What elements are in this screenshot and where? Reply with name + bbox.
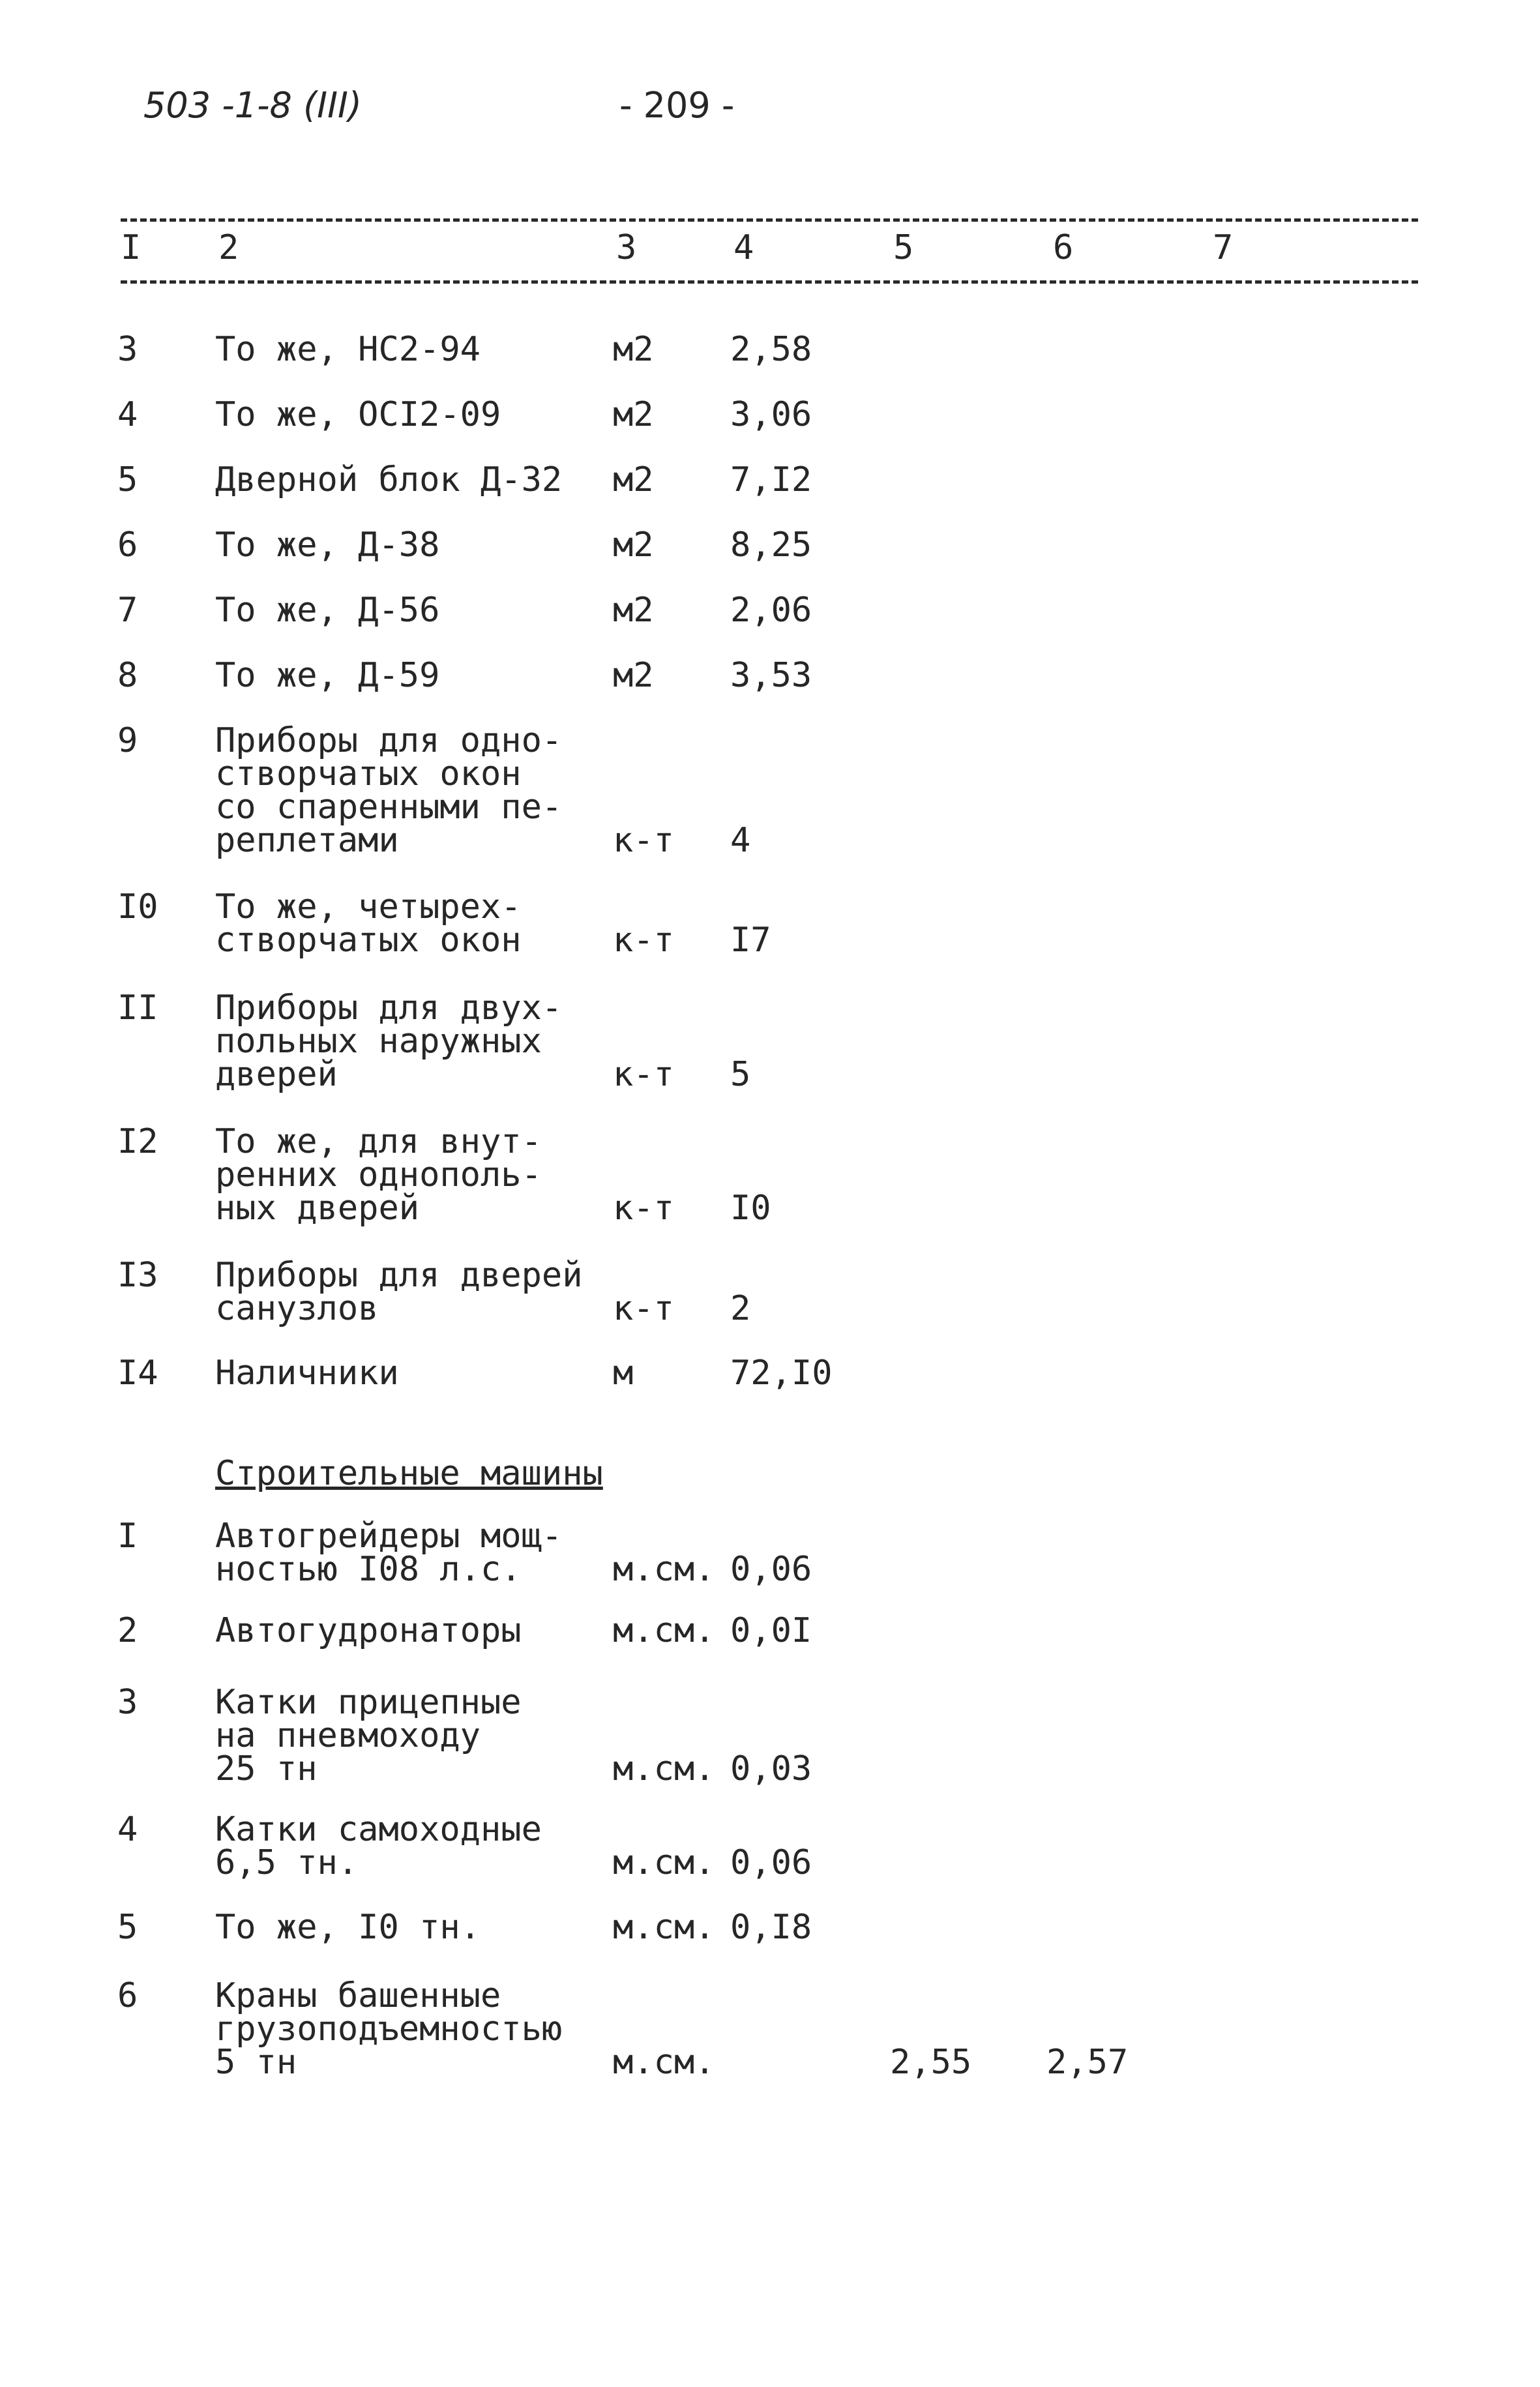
row-col4-value: 0,06: [730, 1843, 812, 1882]
document-code: 503 -1-8 (III): [143, 85, 362, 126]
section-title: Строительные машины: [215, 1454, 603, 1493]
row-name-line: грузоподъемностью: [215, 2009, 563, 2049]
row-name-line: Наличники: [215, 1354, 399, 1393]
row-unit: м2: [613, 330, 654, 369]
row-unit: м: [613, 1354, 634, 1393]
row-number: 2: [117, 1611, 138, 1650]
row-col4-value: 0,0I: [730, 1611, 812, 1650]
row-name-line: То же, Д-56: [215, 591, 440, 630]
row-unit: м.см.: [613, 1843, 715, 1882]
row-unit: м.см.: [613, 1611, 715, 1650]
row-number: 4: [117, 1810, 138, 1849]
row-col4-value: 0,03: [730, 1749, 812, 1788]
column-header-7: 7: [1213, 228, 1234, 267]
row-name-line: Автогрейдеры мощ-: [215, 1517, 563, 1556]
row-name-line: санузлов: [215, 1289, 379, 1328]
row-number: I0: [117, 887, 158, 927]
row-unit: к-т: [613, 1055, 674, 1094]
row-col4-value: 2: [730, 1289, 751, 1328]
row-name-line: То же, для внут-: [215, 1122, 542, 1161]
row-name-line: Приборы для одно-: [215, 721, 563, 760]
row-number: 6: [117, 1976, 138, 2015]
row-number: 3: [117, 1683, 138, 1722]
column-header-1: I: [121, 228, 141, 267]
row-unit: к-т: [613, 821, 674, 860]
row-unit: м.см.: [613, 1550, 715, 1589]
row-name-line: То же, четырех-: [215, 887, 522, 927]
row-name-line: То же, Д-38: [215, 526, 440, 565]
row-number: II: [117, 988, 158, 1028]
table-header-top-rule: [121, 218, 1418, 222]
row-name-line: ностью I08 л.с.: [215, 1550, 522, 1589]
row-name-line: со спаренными пе-: [215, 788, 563, 827]
row-number: I2: [117, 1122, 158, 1161]
column-header-4: 4: [733, 228, 754, 267]
row-unit: м2: [613, 656, 654, 695]
row-unit: м2: [613, 591, 654, 630]
row-unit: м2: [613, 526, 654, 565]
row-name-line: Приборы для двух-: [215, 988, 563, 1028]
row-name-line: реплетами: [215, 821, 399, 860]
row-col4-value: 2,06: [730, 591, 812, 630]
row-name-line: створчатых окон: [215, 921, 522, 960]
column-header-5: 5: [893, 228, 914, 267]
row-col4-value: 2,58: [730, 330, 812, 369]
row-name-line: Краны башенные: [215, 1976, 501, 2015]
row-number: I4: [117, 1354, 158, 1393]
row-name-line: Катки прицепные: [215, 1683, 522, 1722]
row-unit: м2: [613, 460, 654, 499]
row-name-line: польных наружных: [215, 1022, 542, 1061]
row-number: 6: [117, 526, 138, 565]
row-col4-value: 3,06: [730, 395, 812, 434]
row-col4-value: 5: [730, 1055, 751, 1094]
row-name-line: ных дверей: [215, 1189, 420, 1228]
row-name-line: 5 тн: [215, 2043, 297, 2082]
row-name-line: Катки самоходные: [215, 1810, 542, 1849]
row-name-line: створчатых окон: [215, 754, 522, 793]
row-col6-value: 2,57: [1046, 2043, 1129, 2082]
row-number: I: [117, 1517, 138, 1556]
page-number: - 209 -: [619, 85, 735, 126]
column-header-3: 3: [616, 228, 637, 267]
row-name-line: 6,5 тн.: [215, 1843, 359, 1882]
row-name-line: Автогудронаторы: [215, 1611, 522, 1650]
row-name-line: То же, ОСI2-09: [215, 395, 501, 434]
row-col4-value: I7: [730, 921, 771, 960]
row-col4-value: 8,25: [730, 526, 812, 565]
row-name-line: То же, I0 тн.: [215, 1908, 481, 1947]
row-name-line: Приборы для дверей: [215, 1256, 583, 1295]
row-name-line: ренних однополь-: [215, 1155, 542, 1194]
row-name-line: То же, НС2-94: [215, 330, 481, 369]
row-unit: к-т: [613, 1189, 674, 1228]
row-name-line: То же, Д-59: [215, 656, 440, 695]
row-col4-value: 72,I0: [730, 1354, 833, 1393]
row-col4-value: 7,I2: [730, 460, 812, 499]
row-unit: м.см.: [613, 1749, 715, 1788]
row-unit: м.см.: [613, 2043, 715, 2082]
row-unit: к-т: [613, 1289, 674, 1328]
row-number: 5: [117, 1908, 138, 1947]
row-number: 5: [117, 460, 138, 499]
row-unit: м.см.: [613, 1908, 715, 1947]
row-number: 8: [117, 656, 138, 695]
table-header-bottom-rule: [121, 280, 1418, 284]
column-header-6: 6: [1053, 228, 1074, 267]
row-col4-value: 3,53: [730, 656, 812, 695]
row-col4-value: 4: [730, 821, 751, 860]
row-col4-value: 0,06: [730, 1550, 812, 1589]
row-name-line: на пневмоходу: [215, 1716, 481, 1755]
row-name-line: 25 тн: [215, 1749, 318, 1788]
row-col5-value: 2,55: [890, 2043, 972, 2082]
row-number: 4: [117, 395, 138, 434]
row-number: 7: [117, 591, 138, 630]
row-col4-value: I0: [730, 1189, 771, 1228]
row-number: I3: [117, 1256, 158, 1295]
row-col4-value: 0,I8: [730, 1908, 812, 1947]
row-unit: м2: [613, 395, 654, 434]
row-number: 3: [117, 330, 138, 369]
row-name-line: дверей: [215, 1055, 338, 1094]
column-header-2: 2: [218, 228, 239, 267]
row-name-line: Дверной блок Д-32: [215, 460, 563, 499]
row-unit: к-т: [613, 921, 674, 960]
row-number: 9: [117, 721, 138, 760]
